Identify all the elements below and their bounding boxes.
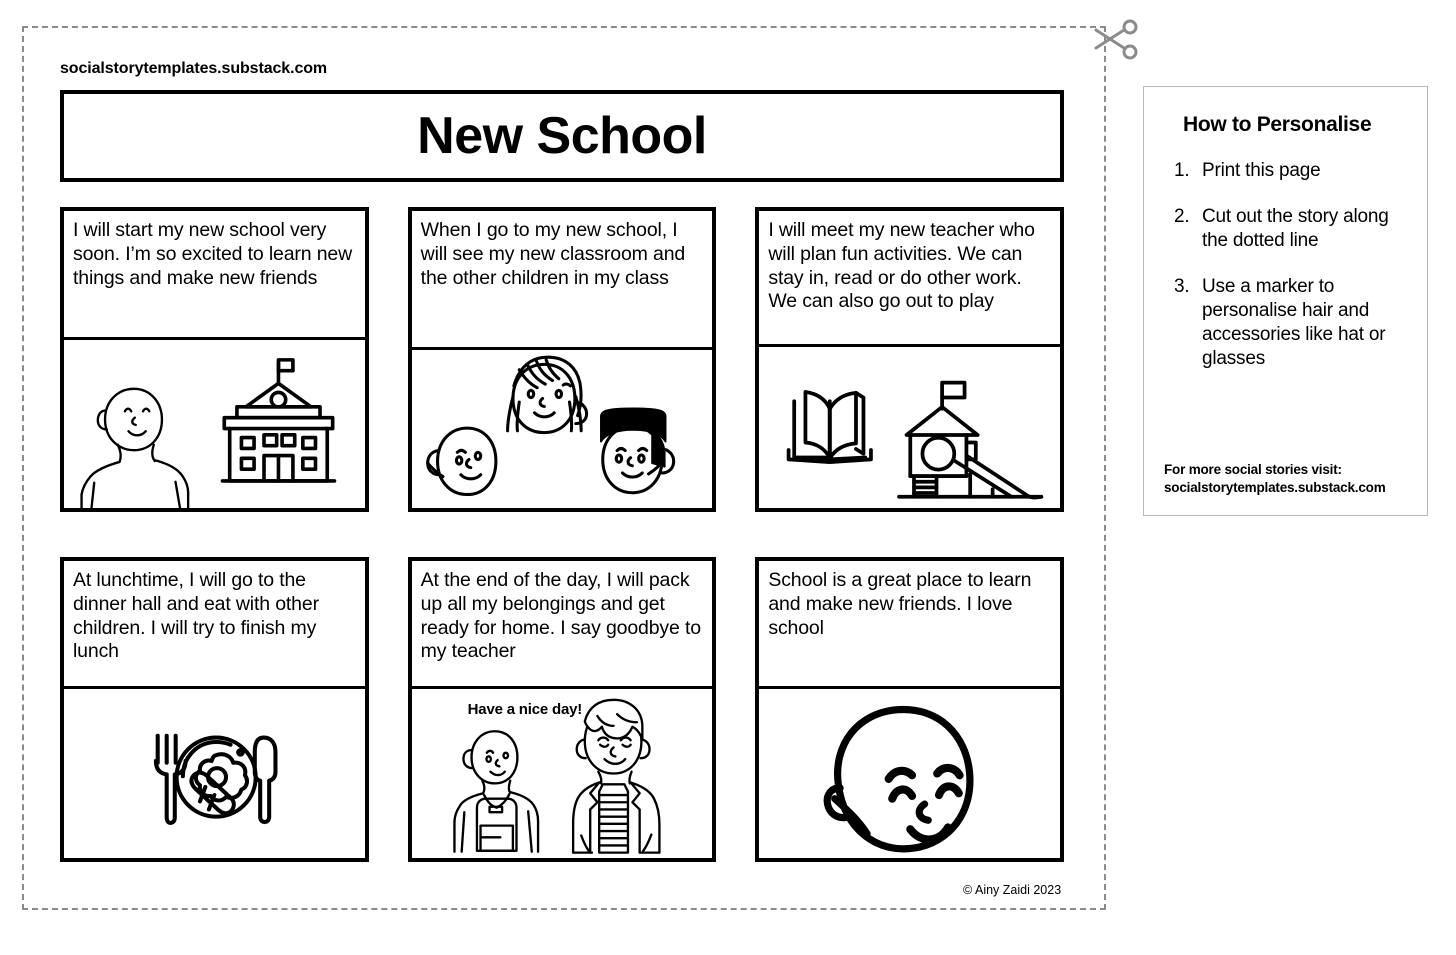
story-panel-3 [755,207,1064,512]
story-row-bottom [60,557,1064,862]
copyright-notice: © Ainy Zaidi 2023 [963,883,1062,897]
open-book-and-playground-illustration [759,347,1060,508]
plate-fork-knife-meal-illustration [64,689,365,858]
scissors-icon [1086,12,1142,68]
sidebar-title: How to Personalise [1183,113,1372,136]
goodbye-caption: Have a nice day! [467,701,583,718]
story-panel-5 [408,557,717,862]
story-panel-5-text: At the end of the day, I will pack up all my belongings and get ready for home. I say goodbye to my teacher [412,561,713,689]
personalise-step-1: Print this page [1202,160,1321,181]
story-panel-2-text: When I go to my new school, I will see my new classroom and the other children in my class [412,211,713,350]
story-panel-4-text: At lunchtime, I will go to the dinner hall and eat with other children. I will try to finish my lunch [64,561,365,689]
child-with-backpack-and-teacher-illustration [412,689,713,858]
story-panel-6-text: School is a great place to learn and make new friends. I love school [759,561,1060,689]
story-panel-3-text: I will meet my new teacher who will plan fun activities. We can stay in, read or do other work. We can also go out to play [759,211,1060,347]
smiling-child-face-illustration [759,689,1060,858]
three-children-faces-illustration [412,350,713,508]
personalise-step-2: Cut out the story along the dotted line [1202,205,1389,251]
story-panel-6 [755,557,1064,862]
personalise-step-3: Use a marker to personalise hair and accessories like hat or glasses [1202,275,1386,369]
site-url-header: socialstorytemplates.substack.com [60,60,328,77]
story-grid [60,207,1064,862]
story-panel-4 [60,557,369,862]
story-row-top [60,207,1064,512]
how-to-personalise-panel [1143,86,1428,516]
sidebar-footer-line-2: socialstorytemplates.substack.com [1164,480,1386,496]
story-panel-1-text: I will start my new school very soon. I’m so excited to learn new things and make new friends [64,211,365,340]
personalise-steps-list [1164,159,1407,371]
sidebar-footer-line-1: For more social stories visit: [1164,462,1342,477]
sidebar-footer [1164,461,1414,497]
story-panel-2 [408,207,717,512]
page-title: New School [417,107,707,165]
story-panel-1 [60,207,369,512]
story-title-box [60,90,1064,182]
child-and-school-building-illustration [64,340,365,508]
